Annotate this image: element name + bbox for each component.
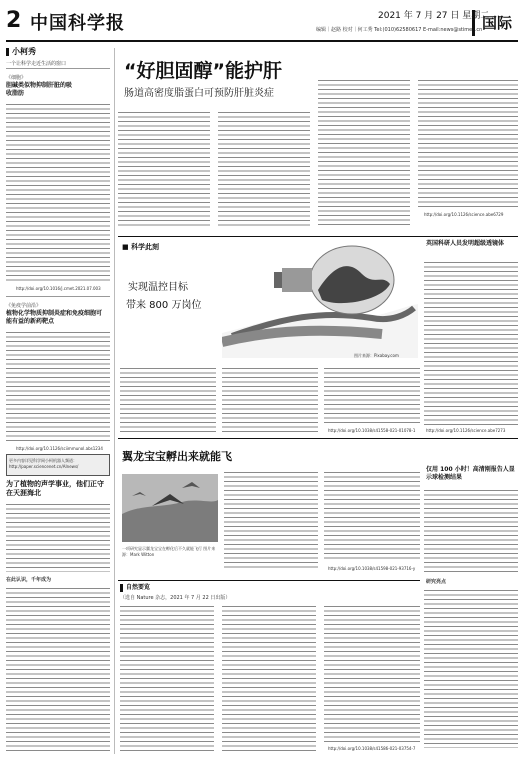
item1-body	[6, 102, 110, 282]
pterosaur-story	[118, 440, 420, 576]
item2-body	[6, 330, 110, 442]
digest-col2	[222, 604, 316, 752]
banner-mark: ■	[122, 243, 132, 251]
left-column-sub: 一个让科学走近生活的窗口	[6, 61, 67, 67]
lead-story	[118, 48, 518, 234]
masthead	[6, 6, 518, 42]
pterosaur-caption: 一项研究显示翼龙宝宝在孵化后不久就能飞行 图片来源：Mark Witton	[122, 546, 216, 557]
divider	[118, 580, 420, 581]
left-column	[6, 48, 110, 754]
divider	[118, 438, 518, 439]
right-bottom-sub: 研究亮点	[426, 579, 447, 585]
item2-tag: 《免疫学前沿》	[6, 303, 42, 309]
item2-url: http://doi.org/10.1126/sciimmunol.abs1234	[16, 446, 103, 451]
feature-body-col2	[222, 366, 318, 432]
lightbulb-hand-illustration	[222, 238, 418, 358]
right-mid-url: http://doi.org/10.1126/science.abe7273	[426, 428, 506, 433]
feature-body-col1	[120, 366, 216, 432]
right-mid-title: 英国科研人员发明超级透镜体	[426, 240, 505, 247]
column-rule	[114, 48, 115, 754]
feature-story	[118, 238, 420, 434]
lead-body-col4	[418, 78, 518, 208]
right-bottom-story	[424, 440, 518, 754]
item3-tag: 在此认识，千年成为	[6, 577, 52, 583]
nature-digest-issue: （选自 Nature 杂志，2021 年 7 月 22 日出版）	[120, 595, 231, 601]
divider	[118, 236, 518, 237]
lead-body-col1	[118, 110, 210, 226]
divider	[6, 68, 110, 69]
item1-url: http://doi.org/10.1016/j.cmet.2021.07.003	[16, 286, 101, 291]
item3-title: 为了植物的声学事业，他们正守在天涯海北	[6, 480, 104, 497]
pterosaur-body-col1	[224, 470, 318, 570]
feature-url: http://doi.org/10.1038/s41558-021-01078-1	[328, 428, 416, 433]
right-bottom-body-cont	[424, 588, 518, 748]
nature-digest-url: http://doi.org/10.1038/s41586-021-03754-7	[328, 746, 416, 751]
lead-subheadline: 肠道高密度脂蛋白可预防肝脏炎症	[124, 88, 274, 99]
feature-banner	[122, 242, 159, 252]
feature-title-line2: 带来 800 万岗位	[126, 300, 202, 311]
page-number: 2	[6, 8, 22, 33]
right-mid-body	[424, 260, 518, 426]
lead-body-col3	[318, 78, 410, 226]
newspaper-brand: 中国科学报	[30, 13, 125, 34]
feature-title-line1: 实现温控目标	[128, 282, 188, 293]
divider	[6, 296, 110, 297]
right-mid-story	[424, 238, 518, 434]
item2-title: 植物化学物质抑制炎症和免疫细胞可能有益的新药靶点	[6, 310, 103, 325]
lead-url: http://doi.org/10.1126/science.abe6729	[424, 212, 504, 217]
lead-headline: “好胆固醇”能护肝	[124, 60, 282, 82]
item1-tag: 《细胞》	[6, 75, 27, 81]
promo-text: 更多内容详见科学网小柯机器人频道：http://paper.sciencenet.cn/AInews/	[9, 458, 79, 469]
pterosaur-headline: 翼龙宝宝孵出来就能飞	[122, 450, 232, 463]
pterosaur-body-col2	[324, 470, 420, 562]
pterosaur-url: http://doi.org/10.1038/s41598-021-93716-y	[328, 566, 416, 571]
right-bottom-body	[424, 488, 518, 574]
lead-body-col2	[218, 110, 310, 226]
digest-col3	[324, 604, 420, 742]
section-label: 国际	[472, 10, 519, 36]
promo-box	[6, 454, 110, 476]
item3-body	[6, 502, 110, 572]
editor-info: 编辑｜赵路 校对｜何工秀 Tel:(010)62580617 E-mail:news@stimes.cn	[316, 27, 483, 33]
pterosaur-illustration	[122, 474, 218, 542]
feature-banner-text: 科学此刻	[131, 243, 160, 251]
item1-title: 胆碱类似物抑制肝脏的吸收脂肪	[6, 82, 73, 97]
nature-digest	[118, 582, 420, 754]
issue-date: 2021 年 7 月 27 日 星期二	[378, 11, 490, 21]
right-bottom-title: 仅用 100 小时！高清刚报告人显示球检测结果	[426, 466, 515, 481]
feature-credit: 图片来源：Pixabay.com	[354, 353, 399, 358]
left-column-header: 小柯秀	[6, 48, 36, 56]
item3-body-cont	[6, 586, 110, 754]
digest-col1	[120, 604, 214, 752]
nature-digest-header: 自然要览	[120, 584, 150, 592]
feature-body-col3	[324, 366, 420, 426]
